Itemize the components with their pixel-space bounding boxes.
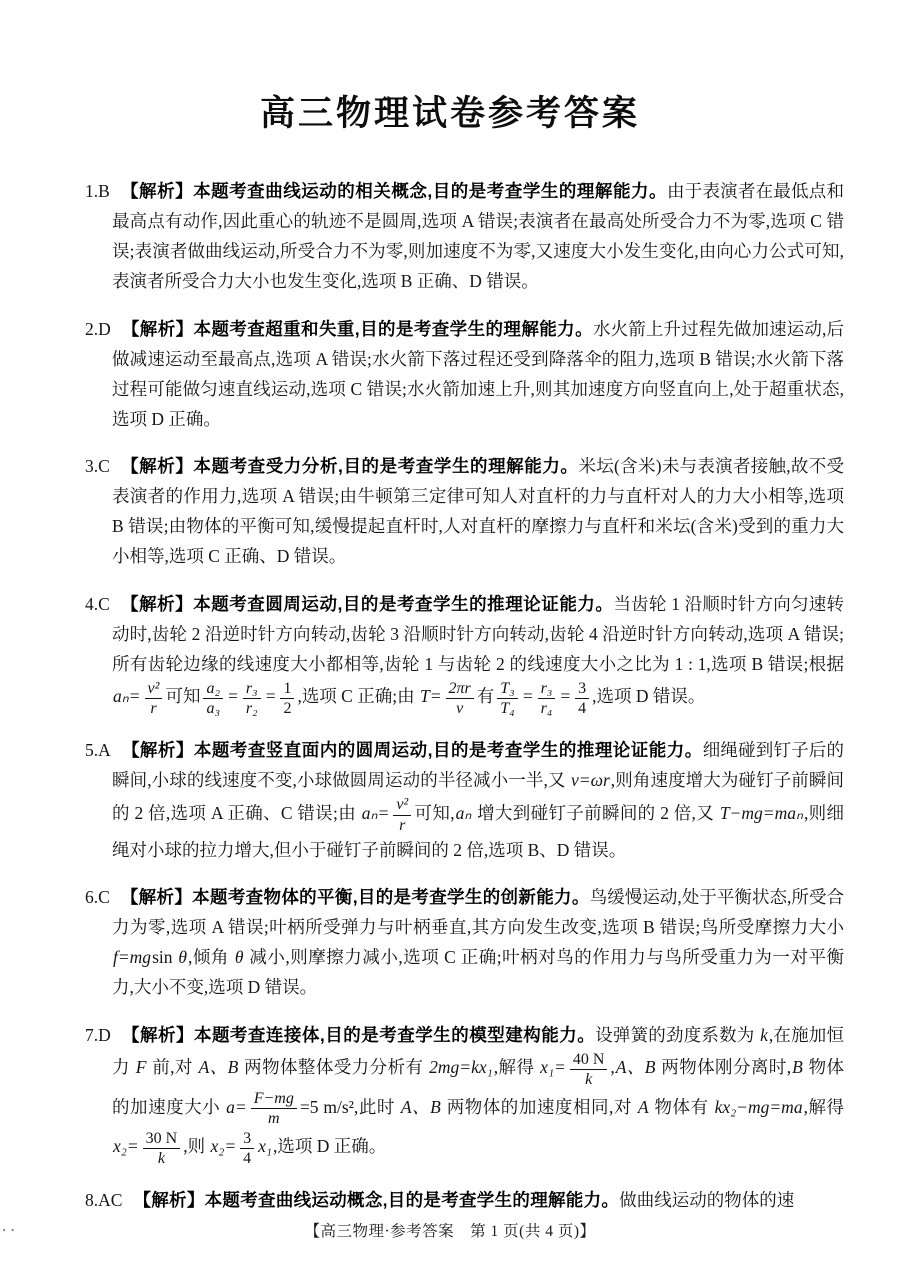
answer-item-2 xyxy=(85,314,844,434)
answer-item-7 xyxy=(85,1020,844,1168)
answer-item-8 xyxy=(85,1185,844,1215)
fraction: $\frac{F-mg}{m}$ xyxy=(251,1089,297,1128)
text-run: , xyxy=(610,1057,615,1078)
analysis-label-bold: 【解析】本题考查竖直面内的圆周运动,目的是考查学生的推理论证能力。 xyxy=(121,740,703,761)
answer-explanation xyxy=(112,1024,845,1167)
text-run: 设弹簧的劲度系数为 xyxy=(595,1024,760,1045)
math-inline: θ xyxy=(234,947,244,968)
text-run: ,倾角 xyxy=(188,947,234,968)
fraction: $\frac{2\pi r}{v}$ xyxy=(446,679,474,718)
text-run: ,解得 xyxy=(493,1057,540,1078)
analysis-label-bold: 【解析】本题考查圆周运动,目的是考查学生的推理论证能力。 xyxy=(120,593,614,614)
analysis-label-bold: 【解析】本题考查曲线运动概念,目的是考查学生的理解能力。 xyxy=(133,1190,620,1211)
text-run: ,在施加恒力 xyxy=(112,1024,845,1078)
answer-item-5 xyxy=(85,735,844,864)
math-inline: A xyxy=(637,1096,649,1117)
math-inline: k xyxy=(760,1024,768,1045)
math-inline: aₙ xyxy=(455,803,472,824)
text-run: 物体的加速度大小 xyxy=(112,1057,845,1117)
text-run: 两物体的加速度相同,对 xyxy=(441,1096,637,1117)
answer-explanation xyxy=(112,593,845,717)
answer-item-3 xyxy=(85,451,844,571)
math-inline: A、B xyxy=(400,1096,441,1117)
math-inline: 2mg=kx₁ xyxy=(429,1057,493,1078)
fraction: $\frac{30 N}{k}$ xyxy=(143,1129,181,1168)
question-number-answer: 6.C xyxy=(85,887,110,908)
math-inline: f=mg xyxy=(113,947,152,968)
answer-item-6 xyxy=(85,882,844,1002)
math-inline: x₁ xyxy=(258,1136,273,1157)
text-run: ,选项 D 正确。 xyxy=(273,1136,387,1157)
math-inline: B xyxy=(792,1057,803,1078)
text-run: sin xyxy=(152,947,178,968)
text-run: ,则细绳对小球的拉力增大,但小于碰钉子前瞬间的 2 倍,选项 B、D 错误。 xyxy=(112,803,844,860)
text-run: 前,对 xyxy=(147,1057,198,1078)
fraction: $\frac{\text{v²}}{r}$ xyxy=(145,679,163,718)
text-run: ,则 xyxy=(183,1136,210,1157)
text-run: ,则角速度增大为碰钉子前瞬间的 2 倍,选项 A 正确、C 错误;由 xyxy=(112,770,845,824)
text-run: 做曲线运动的物体的速 xyxy=(619,1190,795,1211)
page-footer: 【高三物理·参考答案 第 1 页(共 4 页)】 xyxy=(304,1223,596,1241)
math-inline: A、B xyxy=(198,1057,239,1078)
math-inline: x₁= xyxy=(540,1057,566,1078)
answer-list xyxy=(0,176,900,1215)
fraction: $\frac{\text{r₃}}{\text{r₄}}$ xyxy=(538,679,556,718)
text-run: 水火箭上升过程先做加速运动,后做减速运动至最高点,选项 A 错误;水火箭下落过程还受到降落伞的阻力,选项 B 错误;水火箭下落过程可能做匀速直线运动,选项 C 错误;水火箭加速上升,则其加速度方向竖直向上,处于超重状态,选项 D 正确。 xyxy=(112,318,845,429)
text-run: 可知, xyxy=(414,803,455,824)
text-run: 两物体刚分离时, xyxy=(656,1057,792,1078)
analysis-label-bold: 【解析】本题考查受力分析,目的是考查学生的理解能力。 xyxy=(120,456,579,476)
text-run: 由于表演者在最低点和最高点有动作,因此重心的轨迹不是圆周,选项 A 错误;表演者在最高处所受合力不为零,选项 C 错误;表演者做曲线运动,所受合力不为零,则加速度不为零,又速度大小发生变化,由向心力公式可知,表演者所受合力大小也发生变化,选项 B 正确、D 错误。 xyxy=(112,181,844,291)
analysis-label-bold: 【解析】本题考查超重和失重,目的是考查学生的理解能力。 xyxy=(121,318,593,339)
text-run: 增大到碰钉子前瞬间的 2 倍,又 xyxy=(472,803,719,824)
answer-explanation xyxy=(112,887,844,997)
text-run: 米坛(含米)未与表演者接触,故不受表演者的作用力,选项 A 错误;由牛顿第三定律可知人对直杆的力与直杆对人的力大小相等,选项 B 错误;由物体的平衡可知,缓慢提起直杆时,人对直杆的摩擦力与直杆和米坛(含米)受到的重力大小相等,选项 C 正确、D 错误。 xyxy=(112,456,844,566)
question-number-answer: 5.A xyxy=(85,740,111,761)
fraction: $\frac{\text{r₃}}{\text{r₂}}$ xyxy=(243,679,261,718)
math-inline: x₂= xyxy=(113,1136,139,1157)
math-inline: T−mg=maₙ xyxy=(719,803,803,824)
fraction: $\frac{\text{a₂}}{\text{a₃}}$ xyxy=(203,679,223,718)
math-inline: T= xyxy=(419,686,442,707)
text-run: ,选项 C 正确;由 xyxy=(297,686,419,707)
text-run: ,解得 xyxy=(803,1096,845,1117)
question-number-answer: 2.D xyxy=(85,318,111,339)
text-run: 细绳碰到钉子后的瞬间,小球的线速度不变,小球做圆周运动的半径减小一半,又 xyxy=(112,740,844,791)
text-run: 可知 xyxy=(165,686,201,707)
text-run: 物体有 xyxy=(649,1096,714,1117)
text-run: 有 xyxy=(476,686,495,707)
question-number-answer: 1.B xyxy=(85,181,110,201)
fraction: $\frac{40 N}{k}$ xyxy=(570,1050,608,1089)
math-inline: θ xyxy=(178,947,187,968)
answer-explanation xyxy=(133,1190,794,1210)
answer-item-4 xyxy=(85,589,844,718)
page-title: 高三物理试卷参考答案 xyxy=(259,94,640,133)
answer-explanation xyxy=(112,319,844,429)
text-run: 两物体整体受力分析有 xyxy=(239,1057,429,1078)
answer-item-1 xyxy=(85,176,844,296)
analysis-label-bold: 【解析】本题考查物体的平衡,目的是考查学生的创新能力。 xyxy=(120,887,590,908)
math-inline: kx₂−mg=ma xyxy=(714,1096,803,1117)
text-run: =5 m/s²,此时 xyxy=(299,1096,400,1117)
math-inline: x₂= xyxy=(210,1136,237,1157)
question-number-answer: 4.C xyxy=(85,593,110,614)
answer-explanation xyxy=(112,740,844,859)
math-inline: a= xyxy=(226,1096,247,1117)
text-run: 减小,则摩擦力减小,选项 C 正确;叶柄对鸟的作用力与鸟所受重力为一对平衡力,大小不变,选项 D 错误。 xyxy=(112,947,844,998)
fraction: $\frac{3}{4}$ xyxy=(240,1129,254,1168)
math-inline: A、B xyxy=(615,1057,656,1078)
math-inline: aₙ= xyxy=(361,803,390,824)
answer-explanation xyxy=(112,456,844,566)
math-inline: = xyxy=(264,686,277,707)
math-inline: = xyxy=(227,686,239,707)
text-run: 鸟缓慢运动,处于平衡状态,所受合力为零,选项 A 错误;叶柄所受弹力与叶柄垂直,其方向发生改变,选项 B 错误;鸟所受摩擦力大小 xyxy=(112,887,844,938)
analysis-label-bold: 【解析】本题考查曲线运动的相关概念,目的是考查学生的理解能力。 xyxy=(120,181,668,201)
analysis-label-bold: 【解析】本题考查连接体,目的是考查学生的模型建构能力。 xyxy=(121,1024,596,1045)
math-inline: aₙ= xyxy=(113,686,141,707)
question-number-answer: 3.C xyxy=(85,456,110,476)
fraction: $\frac{\text{T₃}}{\text{T₄}}$ xyxy=(497,679,517,718)
question-number-answer: 7.D xyxy=(85,1024,111,1045)
stray-print-mark: .. xyxy=(0,1219,17,1236)
math-inline: v=ωr xyxy=(571,770,610,791)
math-inline: F xyxy=(135,1057,147,1078)
question-number-answer: 8.AC xyxy=(85,1190,123,1211)
fraction: $\frac{1}{2}$ xyxy=(280,679,294,718)
fraction: $\frac{3}{4}$ xyxy=(575,679,589,718)
fraction: $\frac{\text{v²}}{r}$ xyxy=(393,795,411,834)
answer-explanation xyxy=(112,181,844,291)
math-inline: = xyxy=(559,686,572,707)
text-run: ,选项 D 错误。 xyxy=(592,686,706,707)
text-run: 当齿轮 1 沿顺时针方向匀速转动时,齿轮 2 沿逆时针方向转动,齿轮 3 沿顺时针方向转动,齿轮 4 沿逆时针方向转动,选项 A 错误;所有齿轮边缘的线速度大小都相等,齿轮 1 与齿轮 2 的线速度大小之比为 1 : 1,选项 B 错误;根据 xyxy=(112,593,845,674)
math-inline: = xyxy=(521,686,534,707)
